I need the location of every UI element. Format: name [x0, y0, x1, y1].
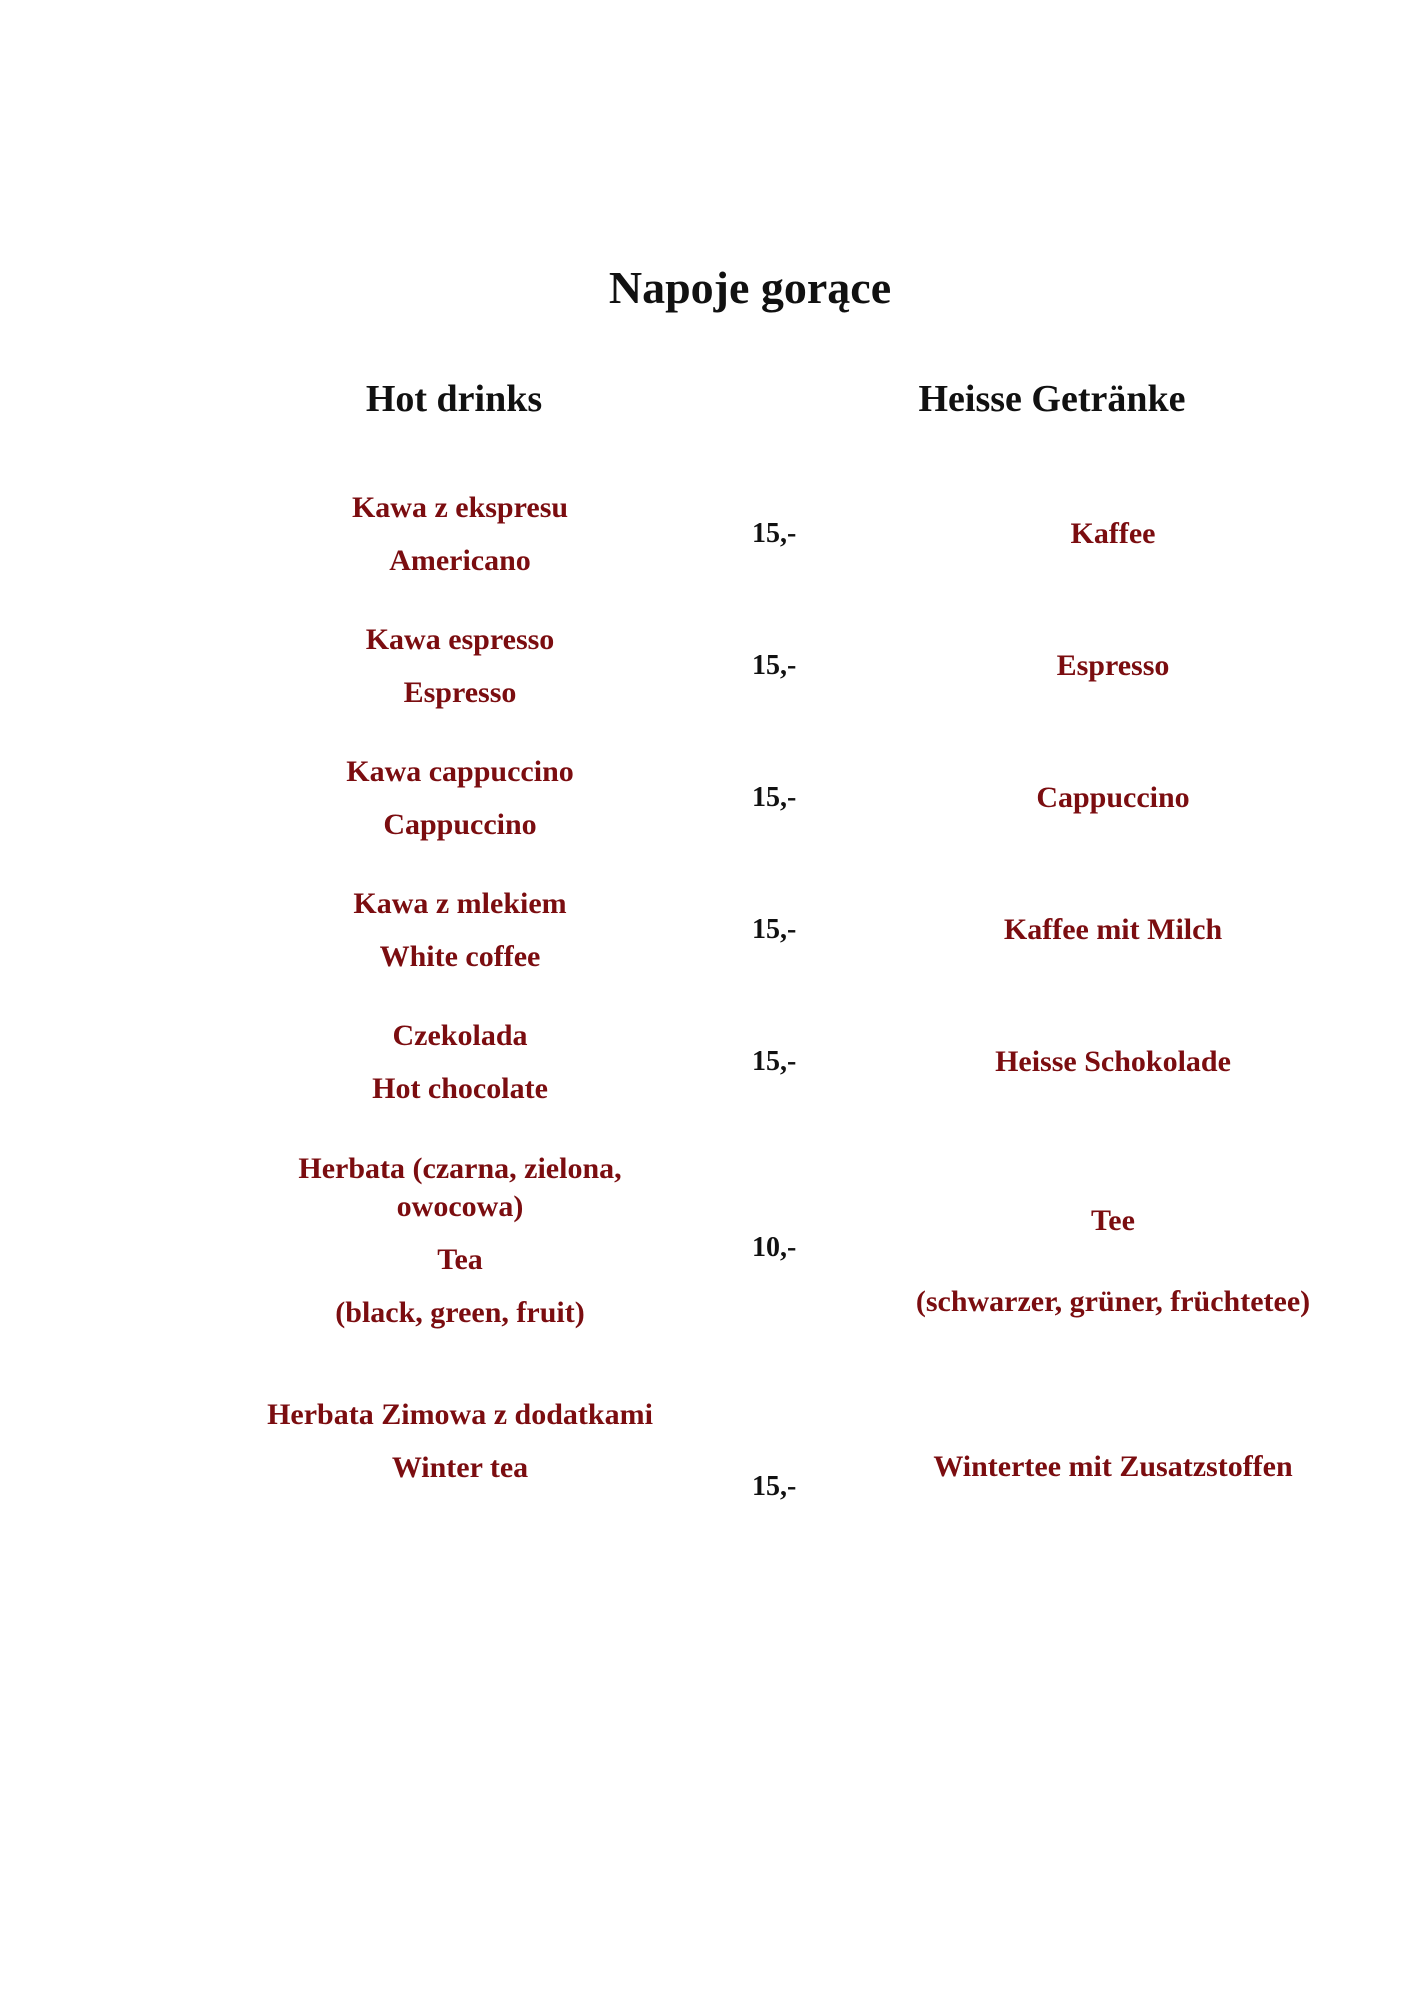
item-name-german: Kaffee mit Milch: [1003, 913, 1223, 946]
item-name-english: Espresso: [403, 676, 517, 709]
item-price: 15,-: [752, 782, 797, 813]
item-name-polish: Kawa z mlekiem: [353, 887, 567, 920]
item-name-english: Cappuccino: [383, 808, 537, 841]
item-price: 15,-: [752, 914, 797, 945]
item-names: [160, 885, 760, 991]
item-name-polish: Kawa cappuccino: [346, 755, 574, 788]
column-heading-english: Hot drinks: [365, 378, 543, 420]
item-name-german: Kaffee: [1070, 517, 1156, 550]
item-name-polish: Kawa z ekspresu: [351, 491, 569, 524]
item-name-german: Cappuccino: [1036, 781, 1190, 814]
item-names: [160, 489, 760, 595]
item-names: [160, 753, 760, 859]
item-name-german: Tee: [1091, 1204, 1135, 1237]
item-name-polish: Herbata Zimowa z dodatkami: [267, 1398, 653, 1431]
item-price: 15,-: [752, 1471, 797, 1502]
item-name-polish: Czekolada: [392, 1019, 528, 1052]
item-note-german: (schwarzer, grüner, früchtetee): [915, 1285, 1311, 1318]
item-price: 15,-: [752, 518, 797, 549]
item-name-polish: Kawa espresso: [365, 623, 555, 656]
item-name-german: Wintertee mit Zusatzstoffen: [933, 1450, 1293, 1483]
item-price: 15,-: [752, 650, 797, 681]
item-name-english: Americano: [389, 544, 531, 577]
item-name-english: White coffee: [379, 940, 541, 973]
item-name-polish-cont: owocowa): [396, 1190, 524, 1223]
item-name-polish: Herbata (czarna, zielona,: [298, 1152, 622, 1185]
item-names: [160, 1150, 760, 1347]
item-names: [160, 1396, 760, 1502]
item-name-english: Hot chocolate: [372, 1072, 548, 1105]
item-price: 10,-: [752, 1232, 797, 1263]
item-names: [160, 1017, 760, 1123]
column-heading-german: Heisse Getränke: [918, 378, 1186, 420]
item-price: 15,-: [752, 1046, 797, 1077]
item-name-english: Winter tea: [391, 1451, 529, 1484]
page-title: Napoje gorące: [608, 262, 892, 313]
item-names: [160, 621, 760, 727]
item-name-english: Tea: [437, 1243, 483, 1276]
item-name-german: Espresso: [1056, 649, 1170, 682]
item-name-german: Heisse Schokolade: [995, 1045, 1231, 1078]
item-note-english: (black, green, fruit): [335, 1296, 585, 1329]
